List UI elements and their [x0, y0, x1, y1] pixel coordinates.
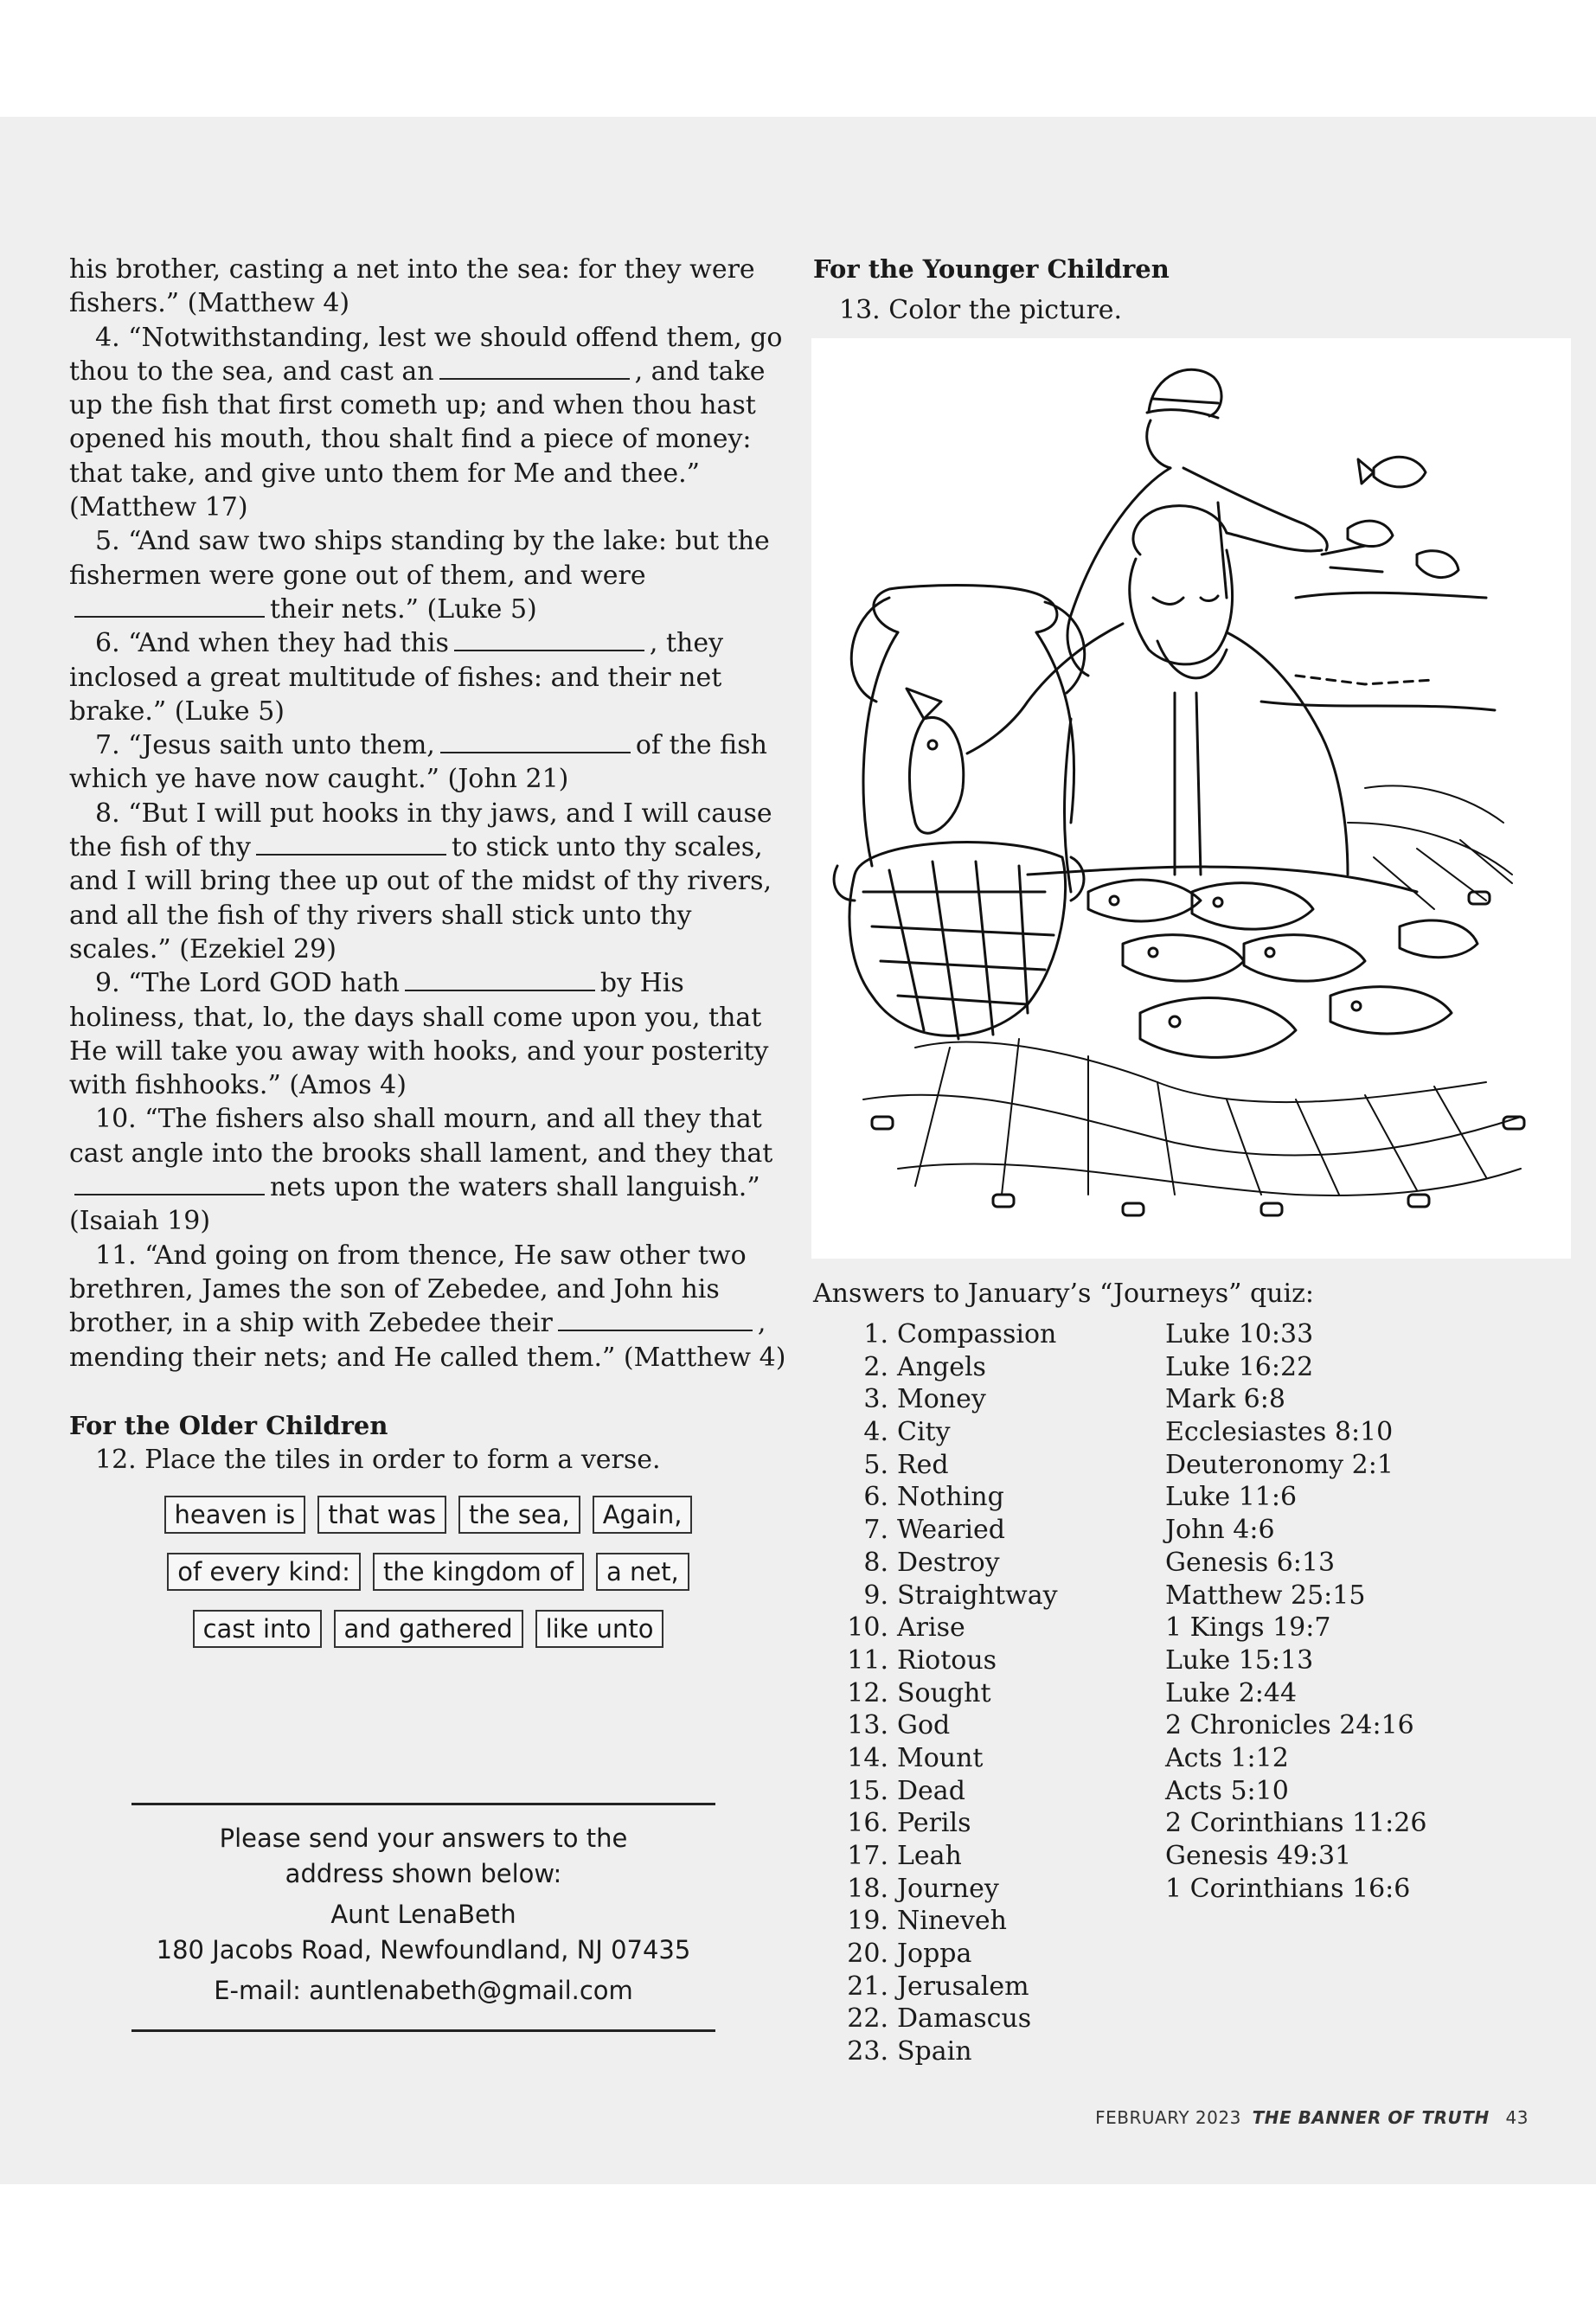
older-children-heading: For the Older Children	[69, 1410, 388, 1440]
answer-row: 20. Joppa	[847, 1939, 972, 1970]
send-instructions-line2: address shown below:	[285, 1859, 562, 1888]
answer-blank	[405, 969, 595, 991]
tile-row-1	[69, 1496, 787, 1534]
verse-tile[interactable]: of every kind:	[167, 1553, 361, 1591]
question-10: 10. “The fishers also shall mourn, and all they that cast angle into the brooks shall lament, and they thatnets upon the waters shall languish.” (Isaiah 19)	[69, 1104, 773, 1237]
verse-tile[interactable]: and gathered	[334, 1610, 523, 1648]
answer-row: 15. Dead Acts 5:10	[847, 1775, 1289, 1806]
verse-tiles	[69, 1496, 787, 1648]
verse-tile[interactable]: heaven is	[164, 1496, 306, 1534]
magazine-title: THE BANNER OF TRUTH	[1252, 2107, 1490, 2128]
answer-row: 9. Straightway Matthew 25:15	[863, 1580, 1366, 1611]
answer-blank	[454, 629, 644, 651]
question-13: 13. Color the picture.	[839, 295, 1123, 325]
answer-row: 3. Money Mark 6:8	[863, 1384, 1285, 1415]
answers-list	[826, 1318, 1477, 2068]
answer-blank	[256, 833, 446, 856]
verse-tile[interactable]: Again,	[593, 1496, 693, 1534]
net-floats-illustration	[872, 892, 1524, 1215]
question-6: 6. “And when they had this , they inclosed a great multitude of fishes: and their net brake.” (Luke 5)	[69, 628, 724, 727]
answer-row: 16. Perils 2 Corinthians 11:26	[847, 1808, 1427, 1839]
answer-blank	[439, 357, 630, 380]
answer-row: 14. Mount Acts 1:12	[847, 1742, 1289, 1773]
clay-jar-illustration	[851, 586, 1084, 866]
paragraph-continued: his brother, casting a net into the sea: for they were fishers.” (Matthew 4)	[69, 254, 755, 319]
answer-blank	[440, 731, 631, 753]
verse-tile[interactable]: a net,	[596, 1553, 689, 1591]
answer-row: 1. Compassion Luke 10:33	[863, 1319, 1314, 1349]
right-column	[813, 253, 1557, 327]
verse-tile[interactable]: the sea,	[458, 1496, 580, 1534]
verse-tile[interactable]: that was	[317, 1496, 446, 1534]
answer-row: 17. Leah Genesis 49:31	[847, 1841, 1352, 1871]
answer-blank	[558, 1309, 753, 1331]
fish-basket-illustration	[834, 843, 1084, 1039]
answer-row: 23. Spain	[847, 2036, 972, 2067]
answer-row: 11. Riotous Luke 15:13	[847, 1644, 1314, 1676]
verse-tile[interactable]: like unto	[535, 1610, 664, 1648]
send-answers-box	[131, 1803, 715, 2032]
answer-row: 2. Angels Luke 16:22	[863, 1351, 1314, 1382]
page-footer	[1095, 2107, 1529, 2128]
question-7: 7. “Jesus saith unto them, of the fish which ye have now caught.” (John 21)	[69, 730, 767, 795]
tile-row-2	[69, 1553, 787, 1591]
younger-children-heading: For the Younger Children	[813, 254, 1170, 284]
answer-row: 8. Destroy Genesis 6:13	[863, 1547, 1336, 1578]
verse-tile[interactable]: the kingdom of	[373, 1553, 584, 1591]
question-11: 11. “And going on from thence, He saw other two brethren, James the son of Zebedee, and John his brother, in a ship with Zebedee their , mending their nets; and He called them.” (Matthew 4)	[69, 1240, 786, 1373]
fishing-net-illustration	[863, 785, 1521, 1195]
answer-row: 6. Nothing Luke 11:6	[863, 1482, 1298, 1513]
answer-row: 7. Wearied John 4:6	[863, 1515, 1275, 1546]
answer-row: 4. City Ecclesiastes 8:10	[863, 1417, 1394, 1448]
answer-blank	[74, 1173, 265, 1195]
answer-row: 10. Arise 1 Kings 19:7	[847, 1612, 1331, 1644]
page-number: 43	[1505, 2107, 1529, 2128]
left-column	[69, 253, 787, 1667]
answer-row: 12. Sought Luke 2:44	[847, 1677, 1298, 1708]
contact-name: Aunt LenaBeth	[330, 1900, 516, 1929]
coloring-picture[interactable]	[811, 338, 1571, 1259]
question-5: 5. “And saw two ships standing by the lake: but the fishermen were gone out of them, and were their nets.” (Luke 5)	[69, 526, 770, 625]
held-fish-illustration	[907, 689, 964, 833]
tile-row-3	[69, 1610, 787, 1648]
postal-address: 180 Jacobs Road, Newfoundland, NJ 07435	[156, 1935, 691, 1965]
background-fisherman-illustration	[1067, 369, 1327, 676]
verse-tile[interactable]: cast into	[193, 1610, 322, 1648]
fish-pile-illustration	[1088, 880, 1477, 1057]
question-8: 8. “But I will put hooks in thy jaws, and I will cause the fish of thy to stick unto thy scales, and I will bring thee up out of the midst of thy rivers, and all the fish of thy rivers shall stick unto thy scales.” (Ezekiel 29)	[69, 798, 772, 965]
answer-row: 18. Journey 1 Corinthians 16:6	[847, 1873, 1411, 1904]
question-12: 12. Place the tiles in order to form a verse.	[95, 1445, 661, 1476]
answer-row: 13. God 2 Chronicles 24:16	[847, 1710, 1414, 1741]
leaping-fish-illustration	[1322, 457, 1458, 577]
send-instructions-line1: Please send your answers to the	[219, 1823, 628, 1853]
answer-row: 21. Jerusalem	[847, 1971, 1029, 2002]
answer-blank	[74, 595, 265, 618]
question-9: 9. “The Lord GOD hath by His holiness, that, lo, the days shall come upon you, that He will take you away with hooks, and your posterity with fishhooks.” (Amos 4)	[69, 968, 769, 1101]
issue-date: FEBRUARY 2023	[1095, 2107, 1241, 2128]
answers-title: Answers to January’s “Journeys” quiz:	[813, 1279, 1315, 1309]
answer-row: 5. Red Deuteronomy 2:1	[863, 1449, 1394, 1480]
answer-row: 19. Nineveh	[847, 1906, 1007, 1937]
question-4: 4. “Notwithstanding, lest we should offend them, go thou to the sea, and cast an , and take up the fish that first cometh up; and when thou hast opened his mouth, thou shalt find a piece of money: that take, and give unto them for Me and thee.” (Matthew 17)	[69, 322, 783, 523]
seated-fisherman-illustration	[967, 506, 1417, 892]
answer-row: 22. Damascus	[847, 2003, 1032, 2035]
email-address[interactable]: E-mail: auntlenabeth@gmail.com	[214, 1976, 633, 2005]
